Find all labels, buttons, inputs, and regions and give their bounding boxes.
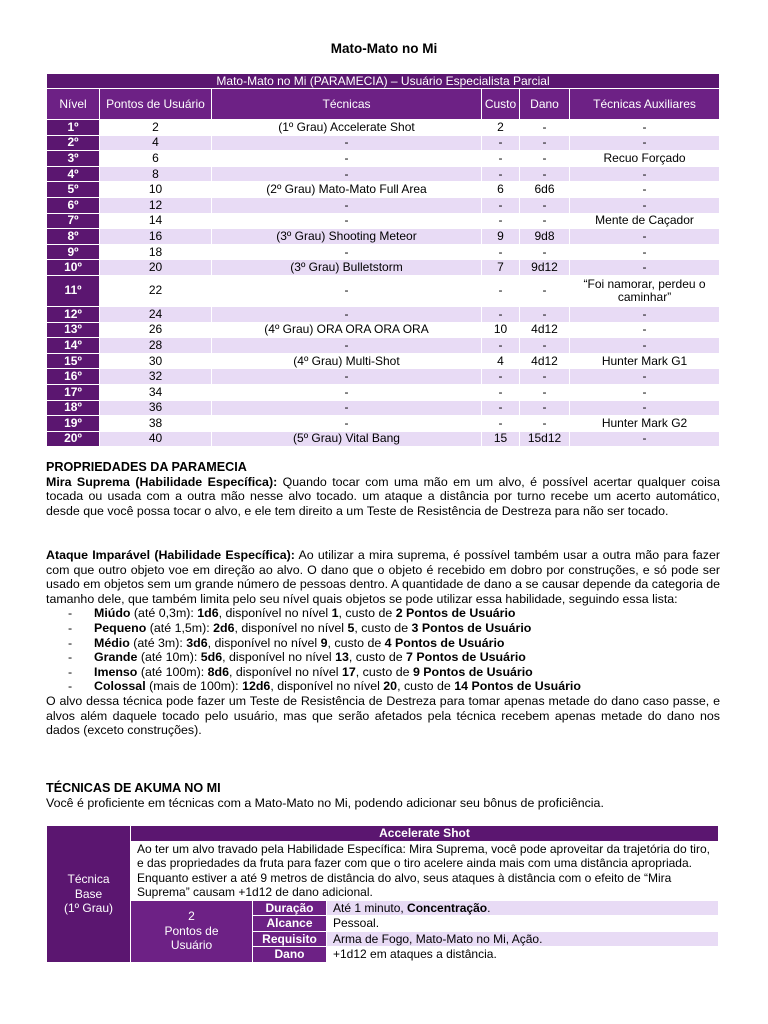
cell-custo: - [482,369,520,385]
table-row [47,353,720,369]
size-mid: , disponível no nível [270,679,384,694]
size-cost: 9 Pontos de Usuário [412,664,533,679]
table-row [47,213,720,229]
cell-custo: - [482,166,520,182]
tier-line-1: Técnica [67,872,110,886]
technique-cost [131,900,253,962]
cell-tecnica: - [212,306,482,322]
cell-nivel: 18º [47,400,100,416]
cell-tecnica: - [212,197,482,213]
cell-nivel: 9º [47,244,100,260]
size-cost: 4 Pontos de Usuário [384,635,505,650]
size-level: 5 [347,620,355,635]
cell-nivel: 16º [47,369,100,385]
cell-tecnica: - [212,416,482,432]
cell-aux: - [570,400,720,416]
size-name: Imenso [94,664,138,679]
cell-pontos: 40 [100,431,212,447]
description-line-1: Ao ter um alvo travado pela Habilidade Específica: Mira Suprema, você pode aproveitar da trajetória do tiro, e das propriedades da fruta para fazer com que o tiro acelere ainda mais com uma distância apropriada. [137,841,710,870]
technique-tier [47,826,131,963]
cell-pontos: 4 [100,135,212,151]
cell-custo: - [482,135,520,151]
cell-custo: - [482,384,520,400]
cell-tecnica: - [212,151,482,167]
cell-aux: - [570,182,720,198]
table-row [47,275,720,306]
cell-nivel: 1º [47,120,100,136]
size-list [46,606,720,694]
cell-aux: - [570,166,720,182]
duration-label: Duração [253,900,327,916]
cell-custo: - [482,197,520,213]
cell-tecnica: - [212,166,482,182]
cell-tecnica: (1º Grau) Accelerate Shot [212,120,482,136]
size-name: Miúdo [94,606,131,621]
cell-tecnica: - [212,135,482,151]
list-item [94,679,720,694]
size-dice: 3d6 [186,635,208,650]
mira-text: Quando tocar com uma mão em um alvo, é possível acertar qualquer coisa tocada ou usada com a outra mão nesse alvo tocado. um ataque a distância por turno recebe um acerto automático, desde que você possa tocar o alvo, e ele tem direito a um Teste de Resistência de Destreza para não ser tocado. [46,474,720,518]
table-row [47,182,720,198]
size-name: Colossal [94,679,146,694]
cell-tecnica: (4º Grau) ORA ORA ORA ORA [212,322,482,338]
size-cost: 14 Pontos de Usuário [454,679,581,694]
list-item [94,636,720,651]
tier-line-2: Base [74,886,103,901]
size-mid: , disponível no nível [218,606,332,621]
cell-pontos: 26 [100,322,212,338]
cell-nivel: 13º [47,322,100,338]
table-row [47,244,720,260]
list-item [94,650,720,665]
damage-label: Dano [253,947,327,963]
size-mid: , disponível no nível [234,620,348,635]
table-row [47,197,720,213]
size-range: (até 10m): [137,650,201,665]
cell-dano: 9d8 [520,229,570,245]
table-row [47,151,720,167]
cell-dano: - [520,244,570,260]
cell-aux: - [570,120,720,136]
size-cost: 2 Pontos de Usuário [395,606,516,621]
cell-custo: - [482,416,520,432]
cell-custo: 9 [482,229,520,245]
list-item [94,621,720,636]
technique-name: Accelerate Shot [131,826,719,842]
table-row [47,338,720,354]
cell-dano: - [520,384,570,400]
cell-nivel: 11º [47,275,100,306]
cell-pontos: 20 [100,260,212,276]
cell-tecnica: - [212,369,482,385]
cell-pontos: 34 [100,384,212,400]
size-dice: 2d6 [213,620,235,635]
cell-custo: - [482,244,520,260]
table-body [47,120,720,447]
ataque-text: Ao utilizar a mira suprema, é possível também usar a outra mão para fazer com que outro objeto voe em direção ao alvo. O dano que o objeto é recebido em dobro por construções, e só pode ser usado em objetos sem um grande número de pessoas dentro. A quantidade de dano a se causar depende da categoria de tamanho dele, que também limita pelo seu nível quais objetos se pode utilizar essa habilidade, seguindo essa lista: [46,548,720,606]
cell-custo: 7 [482,260,520,276]
cell-pontos: 6 [100,151,212,167]
cell-aux: - [570,260,720,276]
table-row [47,120,720,136]
cell-custo: - [482,213,520,229]
col-header-aux: Técnicas Auxiliares [570,89,720,120]
properties-section [46,460,720,518]
cell-nivel: 2º [47,135,100,151]
cell-nivel: 5º [47,182,100,198]
cell-aux: Mente de Caçador [570,213,720,229]
size-dice: 5d6 [200,650,223,665]
size-level: 13 [335,650,349,665]
size-name: Grande [94,650,138,665]
document-title: Mato-Mato no Mi [330,41,438,56]
technique-card [46,825,719,963]
cell-aux: - [570,229,720,245]
cell-tecnica: - [212,244,482,260]
ataque-section [46,548,720,738]
cell-dano: - [520,197,570,213]
cell-tecnica: - [212,213,482,229]
cell-custo: - [482,151,520,167]
size-level: 1 [331,606,339,621]
cell-pontos: 22 [100,275,212,306]
cell-tecnica: (3º Grau) Bulletstorm [212,260,482,276]
cell-pontos: 10 [100,182,212,198]
size-mid2: , custo de [348,650,407,665]
size-range: (até 0,3m): [130,606,198,621]
cell-dano: - [520,213,570,229]
col-header-nivel: Nível [47,89,100,120]
cell-custo: 2 [482,120,520,136]
cell-aux: - [570,306,720,322]
progression-table [46,73,720,447]
size-mid2: , custo de [354,620,412,635]
size-cost: 7 Pontos de Usuário [406,650,526,665]
cell-dano: - [520,166,570,182]
cell-dano: - [520,338,570,354]
size-range: (até 3m): [129,635,187,650]
cell-aux: - [570,135,720,151]
size-mid: , disponível no nível [229,664,342,679]
cell-nivel: 20º [47,431,100,447]
size-range: (mais de 100m): [145,679,243,694]
table-row [47,166,720,182]
cell-tecnica: - [212,275,482,306]
cell-dano: - [520,151,570,167]
cell-dano: 4d12 [520,322,570,338]
cell-nivel: 10º [47,260,100,276]
table-row [47,384,720,400]
size-mid2: , custo de [355,664,413,679]
description-line-2: Enquanto estiver a até 9 metros de distância do alvo, seus ataques à distância com o efeito de “Mira Suprema” causam +1d12 de dano adicional. [137,870,672,899]
cell-nivel: 3º [47,151,100,167]
size-dice: 1d6 [197,606,219,621]
col-header-pontos: Pontos de Usuário [100,89,212,120]
cell-dano: - [520,369,570,385]
table-row [47,306,720,322]
cell-tecnica: - [212,384,482,400]
cell-custo: - [482,306,520,322]
size-name: Pequeno [94,620,147,635]
table-row [47,369,720,385]
cell-aux: - [570,244,720,260]
cell-pontos: 38 [100,416,212,432]
cell-tecnica: (2º Grau) Mato-Mato Full Area [212,182,482,198]
col-header-dano: Dano [520,89,570,120]
duration-end: . [487,900,491,915]
cell-dano: 4d12 [520,353,570,369]
cell-tecnica: - [212,338,482,354]
table-row [47,416,720,432]
cell-dano: - [520,135,570,151]
requirement-value: Arma de Fogo, Mato-Mato no Mi, Ação. [327,931,719,947]
size-range: (até 1,5m): [146,620,214,635]
cell-pontos: 36 [100,400,212,416]
cell-aux: “Foi namorar, perdeu o caminhar” [570,275,720,306]
cell-aux: - [570,338,720,354]
cell-nivel: 14º [47,338,100,354]
size-name: Médio [94,635,130,650]
mira-label: Mira Suprema (Habilidade Específica): [46,474,278,489]
cell-aux: - [570,431,720,447]
size-mid2: , custo de [338,606,396,621]
cell-custo: - [482,275,520,306]
damage-value: +1d12 em ataques a distância. [327,947,719,963]
col-header-tecnicas: Técnicas [212,89,482,120]
size-mid: , disponível no nível [207,635,321,650]
tier-line-3: (1º Grau) [63,901,114,915]
range-label: Alcance [253,916,327,932]
closing-paragraph: O alvo dessa técnica pode fazer um Teste de Resistência de Destreza para tomar apenas metade do dano caso passe, e alvos além daquele tocado pelo usuário, mas que serão afetados pela técnica recebem apenas metade do dano nos dados (exceto construções). [46,693,720,738]
cell-custo: 15 [482,431,520,447]
cell-pontos: 14 [100,213,212,229]
cell-pontos: 16 [100,229,212,245]
cell-nivel: 15º [47,353,100,369]
techniques-intro: Você é proficiente em técnicas com a Mato-Mato no Mi, podendo adicionar seu bônus de proficiência. [46,795,604,810]
cell-custo: 10 [482,322,520,338]
cell-pontos: 8 [100,166,212,182]
cell-dano: - [520,400,570,416]
cell-pontos: 12 [100,197,212,213]
cell-pontos: 32 [100,369,212,385]
cost-line-3: Usuário [170,938,213,953]
duration-value [327,900,719,916]
cell-custo: 4 [482,353,520,369]
duration-bold: Concentração [407,900,488,915]
cell-aux: - [570,369,720,385]
cost-line-2: Pontos de [164,923,219,938]
cell-aux: Hunter Mark G1 [570,353,720,369]
cell-dano: 15d12 [520,431,570,447]
cell-pontos: 24 [100,306,212,322]
mira-paragraph [46,475,720,519]
cell-aux: - [570,322,720,338]
cell-custo: - [482,338,520,354]
techniques-heading: TÉCNICAS DE AKUMA NO MI [46,781,221,795]
cell-nivel: 17º [47,384,100,400]
table-row [47,431,720,447]
cell-dano: - [520,416,570,432]
table-row [47,260,720,276]
cell-dano: - [520,306,570,322]
technique-description [131,841,719,900]
cost-line-1: 2 [188,909,195,924]
size-level: 9 [320,635,328,650]
cell-aux: - [570,197,720,213]
cell-pontos: 2 [100,120,212,136]
cell-aux: - [570,384,720,400]
size-dice: 8d6 [207,664,229,679]
duration-text: Até 1 minuto, [333,900,408,915]
cell-custo: - [482,400,520,416]
col-header-custo: Custo [482,89,520,120]
cell-nivel: 12º [47,306,100,322]
size-mid2: , custo de [327,635,385,650]
size-range: (até 100m): [137,664,208,679]
list-item [94,606,720,621]
table-row [47,135,720,151]
cell-nivel: 6º [47,197,100,213]
cell-pontos: 28 [100,338,212,354]
ataque-label: Ataque Imparável (Habilidade Específica): [46,548,295,562]
table-row [47,400,720,416]
size-mid2: , custo de [397,679,455,694]
cell-tecnica: - [212,400,482,416]
cell-pontos: 18 [100,244,212,260]
size-dice: 12d6 [242,679,271,694]
techniques-section [46,781,720,810]
cell-aux: Hunter Mark G2 [570,416,720,432]
size-mid: , disponível no nível [222,650,336,665]
table-row [47,229,720,245]
range-value: Pessoal. [327,916,719,932]
cell-nivel: 7º [47,213,100,229]
cell-dano: 9d12 [520,260,570,276]
cell-custo: 6 [482,182,520,198]
size-level: 20 [383,679,398,694]
ataque-paragraph [46,548,720,606]
properties-heading: PROPRIEDADES DA PARAMECIA [46,460,247,474]
cell-aux: Recuo Forçado [570,151,720,167]
requirement-label: Requisito [253,931,327,947]
cell-dano: 6d6 [520,182,570,198]
cell-nivel: 19º [47,416,100,432]
table-caption: Mato-Mato no Mi (PARAMECIA) – Usuário Especialista Parcial [47,74,720,89]
size-level: 17 [341,664,356,679]
cell-tecnica: (5º Grau) Vital Bang [212,431,482,447]
cell-tecnica: (4º Grau) Multi-Shot [212,353,482,369]
cell-nivel: 4º [47,166,100,182]
cell-tecnica: (3º Grau) Shooting Meteor [212,229,482,245]
cell-nivel: 8º [47,229,100,245]
size-cost: 3 Pontos de Usuário [411,620,532,635]
cell-dano: - [520,275,570,306]
cell-dano: - [520,120,570,136]
table-row [47,322,720,338]
cell-pontos: 30 [100,353,212,369]
list-item [94,665,720,680]
